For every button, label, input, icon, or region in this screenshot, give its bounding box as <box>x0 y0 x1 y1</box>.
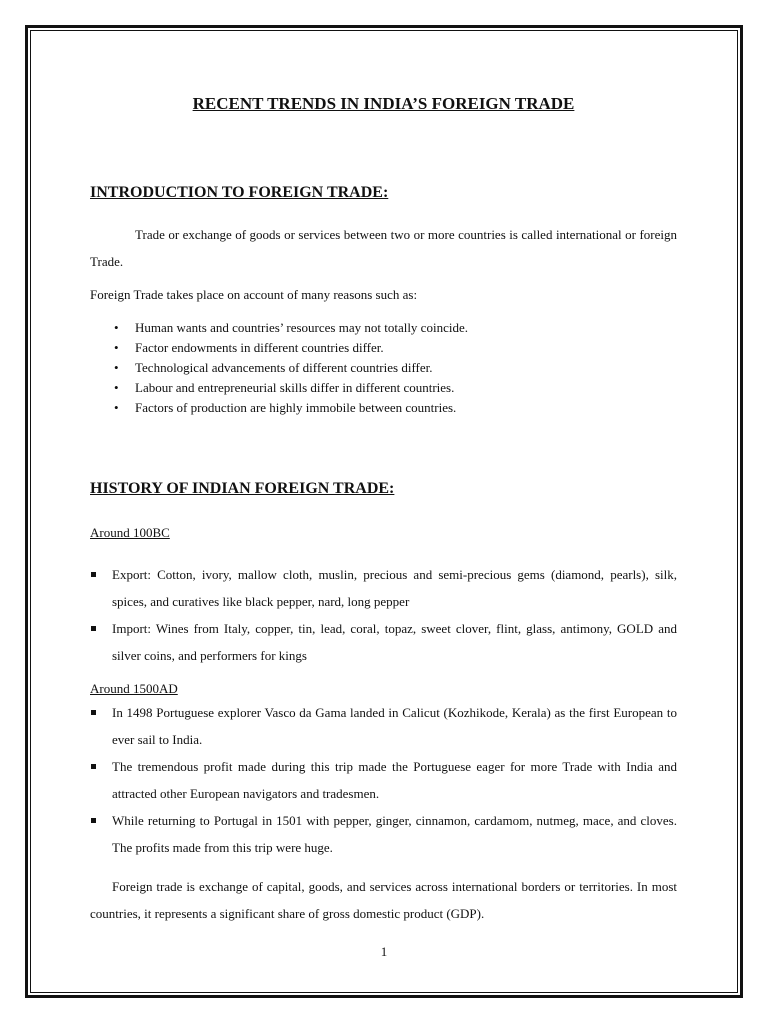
document-title: RECENT TRENDS IN INDIA’S FOREIGN TRADE <box>192 94 575 113</box>
reasons-list <box>90 318 677 418</box>
list-item: • Factors of production are highly immobile between countries. <box>90 398 677 418</box>
period-100bc-list <box>90 561 677 669</box>
period-1500ad-list <box>90 699 677 861</box>
period-label-100bc: Around 100BC <box>90 525 170 540</box>
document-body <box>90 92 677 927</box>
list-item: • Factor endowments in different countries differ. <box>90 338 677 358</box>
list-item: • Human wants and countries’ resources may not totally coincide. <box>90 318 677 338</box>
intro-heading: INTRODUCTION TO FOREIGN TRADE: <box>90 184 389 201</box>
list-item: • Labour and entrepreneurial skills differ in different countries. <box>90 378 677 398</box>
list-item: • Technological advancements of different countries differ. <box>90 358 677 378</box>
intro-paragraph: Trade or exchange of goods or services between two or more countries is called international or foreign Trade. <box>90 227 677 269</box>
list-item: Import: Wines from Italy, copper, tin, lead, coral, topaz, sweet clover, flint, glass, antimony, GOLD and silver coins, and performers for kings <box>90 615 677 669</box>
list-item: In 1498 Portuguese explorer Vasco da Gama landed in Calicut (Kozhikode, Kerala) as the first European to ever sail to India. <box>90 699 677 753</box>
list-item: The tremendous profit made during this trip made the Portuguese eager for more Trade with India and attracted other European navigators and tradesmen. <box>90 753 677 807</box>
page-number: 1 <box>380 944 388 959</box>
list-item: Export: Cotton, ivory, mallow cloth, muslin, precious and semi-precious gems (diamond, pearls), silk, spices, and curatives like black pepper, nard, long pepper <box>90 561 677 615</box>
reasons-intro: Foreign Trade takes place on account of many reasons such as: <box>90 287 418 302</box>
period-label-1500ad: Around 1500AD <box>90 681 178 696</box>
history-heading: HISTORY OF INDIAN FOREIGN TRADE: <box>90 480 395 497</box>
closing-paragraph: Foreign trade is exchange of capital, goods, and services across international borders or territories. In most countries, it represents a significant share of gross domestic product (GDP). <box>90 879 677 921</box>
list-item: While returning to Portugal in 1501 with pepper, ginger, cinnamon, cardamom, nutmeg, mace, and cloves. The profits made from this trip were huge. <box>90 807 677 861</box>
